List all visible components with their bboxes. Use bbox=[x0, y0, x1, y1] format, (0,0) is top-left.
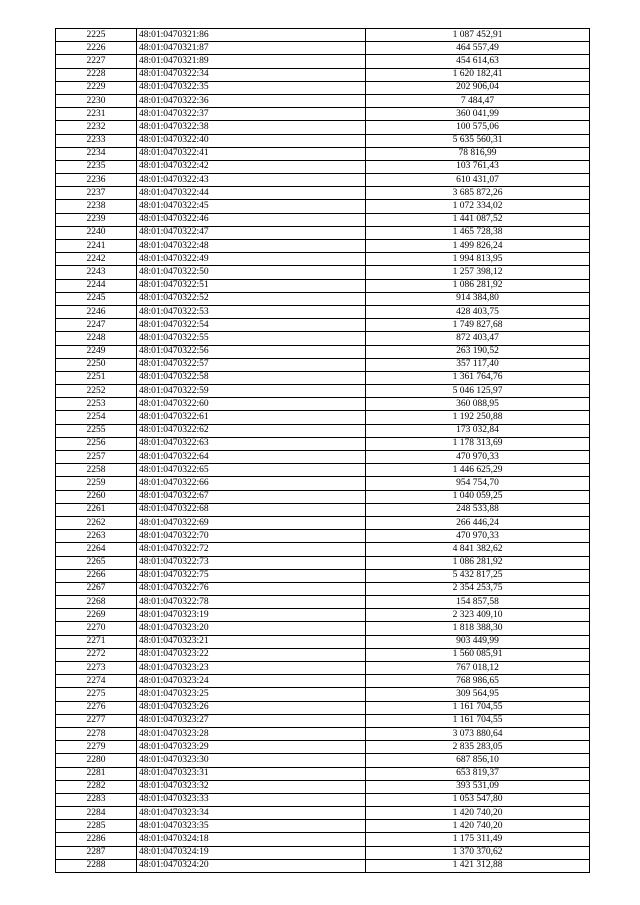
cadastral-number-cell: 48:01:0470322:36 bbox=[137, 94, 366, 107]
table-row bbox=[56, 622, 590, 635]
cadastral-number-cell: 48:01:0470322:53 bbox=[137, 305, 366, 318]
cadastral-value-cell: 1 749 827,68 bbox=[366, 319, 590, 332]
cadastral-number-cell: 48:01:0470323:29 bbox=[137, 741, 366, 754]
table-row bbox=[56, 200, 590, 213]
cadastral-number-cell: 48:01:0470322:44 bbox=[137, 187, 366, 200]
row-number-cell: 2255 bbox=[56, 424, 137, 437]
cadastral-number-cell: 48:01:0470322:78 bbox=[137, 596, 366, 609]
cadastral-number-cell: 48:01:0470322:34 bbox=[137, 68, 366, 81]
row-number-cell: 2250 bbox=[56, 358, 137, 371]
row-number-cell: 2247 bbox=[56, 319, 137, 332]
cadastral-number-cell: 48:01:0470323:31 bbox=[137, 767, 366, 780]
row-number-cell: 2287 bbox=[56, 846, 137, 859]
row-number-cell: 2243 bbox=[56, 266, 137, 279]
row-number-cell: 2251 bbox=[56, 371, 137, 384]
cadastral-value-cell: 360 088,95 bbox=[366, 398, 590, 411]
cadastral-number-cell: 48:01:0470324:19 bbox=[137, 846, 366, 859]
row-number-cell: 2274 bbox=[56, 675, 137, 688]
row-number-cell: 2245 bbox=[56, 292, 137, 305]
cadastral-value-cell: 1 361 764,76 bbox=[366, 371, 590, 384]
cadastral-number-cell: 48:01:0470322:46 bbox=[137, 213, 366, 226]
cadastral-value-cell: 5 046 125,97 bbox=[366, 385, 590, 398]
cadastral-value-cell: 1 178 313,69 bbox=[366, 437, 590, 450]
row-number-cell: 2226 bbox=[56, 42, 137, 55]
table-row bbox=[56, 464, 590, 477]
cadastral-number-cell: 48:01:0470322:42 bbox=[137, 160, 366, 173]
table-row bbox=[56, 635, 590, 648]
row-number-cell: 2281 bbox=[56, 767, 137, 780]
table-row bbox=[56, 411, 590, 424]
cadastral-value-cell: 3 073 880,64 bbox=[366, 727, 590, 740]
table-row bbox=[56, 503, 590, 516]
row-number-cell: 2283 bbox=[56, 793, 137, 806]
row-number-cell: 2234 bbox=[56, 147, 137, 160]
cadastral-value-cell: 1 421 312,88 bbox=[366, 859, 590, 872]
table-row bbox=[56, 516, 590, 529]
cadastral-number-cell: 48:01:0470322:45 bbox=[137, 200, 366, 213]
table-row bbox=[56, 187, 590, 200]
table-row bbox=[56, 793, 590, 806]
row-number-cell: 2273 bbox=[56, 662, 137, 675]
table-row bbox=[56, 451, 590, 464]
cadastral-value-cell: 464 557,49 bbox=[366, 42, 590, 55]
cadastral-value-cell: 2 835 283,05 bbox=[366, 741, 590, 754]
cadastral-value-cell: 1 560 085,91 bbox=[366, 648, 590, 661]
cadastral-value-cell: 248 533,88 bbox=[366, 503, 590, 516]
cadastral-value-cell: 610 431,07 bbox=[366, 174, 590, 187]
table-row bbox=[56, 292, 590, 305]
cadastral-number-cell: 48:01:0470323:20 bbox=[137, 622, 366, 635]
cadastral-value-cell: 1 161 704,55 bbox=[366, 701, 590, 714]
table-row bbox=[56, 859, 590, 872]
row-number-cell: 2272 bbox=[56, 648, 137, 661]
cadastral-number-cell: 48:01:0470323:23 bbox=[137, 662, 366, 675]
table-row bbox=[56, 68, 590, 81]
cadastral-value-cell: 202 906,04 bbox=[366, 81, 590, 94]
row-number-cell: 2241 bbox=[56, 240, 137, 253]
row-number-cell: 2229 bbox=[56, 81, 137, 94]
cadastral-number-cell: 48:01:0470322:50 bbox=[137, 266, 366, 279]
row-number-cell: 2230 bbox=[56, 94, 137, 107]
table-row bbox=[56, 820, 590, 833]
row-number-cell: 2239 bbox=[56, 213, 137, 226]
row-number-cell: 2249 bbox=[56, 345, 137, 358]
cadastral-value-cell: 767 018,12 bbox=[366, 662, 590, 675]
table-row bbox=[56, 226, 590, 239]
table-row bbox=[56, 160, 590, 173]
cadastral-value-cell: 454 614,63 bbox=[366, 55, 590, 68]
cadastral-number-cell: 48:01:0470322:62 bbox=[137, 424, 366, 437]
cadastral-number-cell: 48:01:0470322:49 bbox=[137, 253, 366, 266]
cadastral-value-cell: 914 384,80 bbox=[366, 292, 590, 305]
cadastral-value-cell: 1 086 281,92 bbox=[366, 556, 590, 569]
cadastral-number-cell: 48:01:0470321:87 bbox=[137, 42, 366, 55]
table-row bbox=[56, 81, 590, 94]
cadastral-value-cell: 470 970,33 bbox=[366, 530, 590, 543]
row-number-cell: 2242 bbox=[56, 253, 137, 266]
row-number-cell: 2270 bbox=[56, 622, 137, 635]
row-number-cell: 2278 bbox=[56, 727, 137, 740]
cadastral-value-cell: 1 620 182,41 bbox=[366, 68, 590, 81]
cadastral-number-cell: 48:01:0470322:38 bbox=[137, 121, 366, 134]
row-number-cell: 2252 bbox=[56, 385, 137, 398]
table-row bbox=[56, 714, 590, 727]
row-number-cell: 2254 bbox=[56, 411, 137, 424]
row-number-cell: 2264 bbox=[56, 543, 137, 556]
cadastral-number-cell: 48:01:0470322:67 bbox=[137, 490, 366, 503]
row-number-cell: 2231 bbox=[56, 108, 137, 121]
cadastral-number-cell: 48:01:0470322:47 bbox=[137, 226, 366, 239]
table-row bbox=[56, 437, 590, 450]
cadastral-number-cell: 48:01:0470323:19 bbox=[137, 609, 366, 622]
row-number-cell: 2262 bbox=[56, 516, 137, 529]
table-row bbox=[56, 174, 590, 187]
row-number-cell: 2271 bbox=[56, 635, 137, 648]
table-row bbox=[56, 371, 590, 384]
cadastral-number-cell: 48:01:0470322:60 bbox=[137, 398, 366, 411]
cadastral-value-cell: 954 754,70 bbox=[366, 477, 590, 490]
cadastral-value-cell: 1 465 728,38 bbox=[366, 226, 590, 239]
table-row bbox=[56, 305, 590, 318]
table-row bbox=[56, 266, 590, 279]
cadastral-number-cell: 48:01:0470322:72 bbox=[137, 543, 366, 556]
cadastral-number-cell: 48:01:0470322:58 bbox=[137, 371, 366, 384]
cadastral-value-cell: 1 040 059,25 bbox=[366, 490, 590, 503]
row-number-cell: 2235 bbox=[56, 160, 137, 173]
cadastral-number-cell: 48:01:0470322:65 bbox=[137, 464, 366, 477]
row-number-cell: 2248 bbox=[56, 332, 137, 345]
cadastral-number-cell: 48:01:0470323:27 bbox=[137, 714, 366, 727]
row-number-cell: 2256 bbox=[56, 437, 137, 450]
row-number-cell: 2269 bbox=[56, 609, 137, 622]
cadastral-number-cell: 48:01:0470322:52 bbox=[137, 292, 366, 305]
row-number-cell: 2266 bbox=[56, 569, 137, 582]
cadastral-value-cell: 78 816,99 bbox=[366, 147, 590, 160]
row-number-cell: 2282 bbox=[56, 780, 137, 793]
cadastral-value-cell: 1 053 547,80 bbox=[366, 793, 590, 806]
cadastral-value-cell: 4 841 382,62 bbox=[366, 543, 590, 556]
row-number-cell: 2236 bbox=[56, 174, 137, 187]
row-number-cell: 2286 bbox=[56, 833, 137, 846]
cadastral-number-cell: 48:01:0470323:28 bbox=[137, 727, 366, 740]
table-row bbox=[56, 332, 590, 345]
cadastral-number-cell: 48:01:0470323:25 bbox=[137, 688, 366, 701]
row-number-cell: 2257 bbox=[56, 451, 137, 464]
cadastral-number-cell: 48:01:0470323:22 bbox=[137, 648, 366, 661]
cadastral-value-cell: 470 970,33 bbox=[366, 451, 590, 464]
cadastral-number-cell: 48:01:0470322:76 bbox=[137, 582, 366, 595]
cadastral-number-cell: 48:01:0470322:69 bbox=[137, 516, 366, 529]
row-number-cell: 2263 bbox=[56, 530, 137, 543]
table-row bbox=[56, 121, 590, 134]
row-number-cell: 2253 bbox=[56, 398, 137, 411]
cadastral-value-cell: 2 323 409,10 bbox=[366, 609, 590, 622]
row-number-cell: 2233 bbox=[56, 134, 137, 147]
cadastral-value-cell: 1 420 740,20 bbox=[366, 807, 590, 820]
cadastral-number-cell: 48:01:0470324:18 bbox=[137, 833, 366, 846]
cadastral-number-cell: 48:01:0470323:26 bbox=[137, 701, 366, 714]
row-number-cell: 2288 bbox=[56, 859, 137, 872]
row-number-cell: 2285 bbox=[56, 820, 137, 833]
table-row bbox=[56, 556, 590, 569]
row-number-cell: 2244 bbox=[56, 279, 137, 292]
table-row bbox=[56, 385, 590, 398]
cadastral-value-cell: 872 403,47 bbox=[366, 332, 590, 345]
cadastral-number-cell: 48:01:0470322:61 bbox=[137, 411, 366, 424]
cadastral-number-cell: 48:01:0470322:54 bbox=[137, 319, 366, 332]
table-row bbox=[56, 543, 590, 556]
cadastral-number-cell: 48:01:0470322:56 bbox=[137, 345, 366, 358]
cadastral-number-cell: 48:01:0470323:21 bbox=[137, 635, 366, 648]
table-row bbox=[56, 147, 590, 160]
row-number-cell: 2227 bbox=[56, 55, 137, 68]
row-number-cell: 2280 bbox=[56, 754, 137, 767]
row-number-cell: 2276 bbox=[56, 701, 137, 714]
table-row bbox=[56, 319, 590, 332]
table-row bbox=[56, 94, 590, 107]
cadastral-value-table bbox=[55, 28, 590, 873]
cadastral-number-cell: 48:01:0470322:40 bbox=[137, 134, 366, 147]
table-row bbox=[56, 55, 590, 68]
row-number-cell: 2261 bbox=[56, 503, 137, 516]
table-row bbox=[56, 754, 590, 767]
cadastral-value-cell: 100 575,06 bbox=[366, 121, 590, 134]
table-row bbox=[56, 767, 590, 780]
cadastral-value-cell: 1 994 813,95 bbox=[366, 253, 590, 266]
table-body bbox=[56, 29, 590, 873]
row-number-cell: 2225 bbox=[56, 29, 137, 42]
table-row bbox=[56, 609, 590, 622]
row-number-cell: 2275 bbox=[56, 688, 137, 701]
cadastral-number-cell: 48:01:0470323:35 bbox=[137, 820, 366, 833]
row-number-cell: 2267 bbox=[56, 582, 137, 595]
cadastral-value-cell: 2 354 253,75 bbox=[366, 582, 590, 595]
cadastral-value-cell: 5 635 560,31 bbox=[366, 134, 590, 147]
table-row bbox=[56, 688, 590, 701]
cadastral-number-cell: 48:01:0470322:35 bbox=[137, 81, 366, 94]
cadastral-value-cell: 1 072 334,02 bbox=[366, 200, 590, 213]
cadastral-value-cell: 103 761,43 bbox=[366, 160, 590, 173]
table-row bbox=[56, 530, 590, 543]
cadastral-number-cell: 48:01:0470322:51 bbox=[137, 279, 366, 292]
cadastral-number-cell: 48:01:0470322:68 bbox=[137, 503, 366, 516]
cadastral-number-cell: 48:01:0470323:24 bbox=[137, 675, 366, 688]
cadastral-value-cell: 1 087 452,91 bbox=[366, 29, 590, 42]
row-number-cell: 2240 bbox=[56, 226, 137, 239]
table-row bbox=[56, 490, 590, 503]
cadastral-value-cell: 768 986,65 bbox=[366, 675, 590, 688]
cadastral-value-cell: 1 370 370,62 bbox=[366, 846, 590, 859]
cadastral-value-cell: 1 175 311,49 bbox=[366, 833, 590, 846]
cadastral-value-cell: 173 032,84 bbox=[366, 424, 590, 437]
cadastral-value-cell: 393 531,09 bbox=[366, 780, 590, 793]
cadastral-value-cell: 154 857,58 bbox=[366, 596, 590, 609]
cadastral-value-cell: 1 441 087,52 bbox=[366, 213, 590, 226]
cadastral-number-cell: 48:01:0470322:41 bbox=[137, 147, 366, 160]
row-number-cell: 2232 bbox=[56, 121, 137, 134]
cadastral-value-cell: 1 161 704,55 bbox=[366, 714, 590, 727]
table-row bbox=[56, 846, 590, 859]
table-row bbox=[56, 253, 590, 266]
cadastral-number-cell: 48:01:0470323:32 bbox=[137, 780, 366, 793]
cadastral-number-cell: 48:01:0470322:59 bbox=[137, 385, 366, 398]
cadastral-value-cell: 357 117,40 bbox=[366, 358, 590, 371]
table-row bbox=[56, 675, 590, 688]
row-number-cell: 2279 bbox=[56, 741, 137, 754]
cadastral-number-cell: 48:01:0470323:30 bbox=[137, 754, 366, 767]
cadastral-number-cell: 48:01:0470322:55 bbox=[137, 332, 366, 345]
table-row bbox=[56, 662, 590, 675]
row-number-cell: 2268 bbox=[56, 596, 137, 609]
table-row bbox=[56, 358, 590, 371]
cadastral-number-cell: 48:01:0470322:66 bbox=[137, 477, 366, 490]
cadastral-value-cell: 428 403,75 bbox=[366, 305, 590, 318]
table-row bbox=[56, 727, 590, 740]
cadastral-value-cell: 1 818 388,30 bbox=[366, 622, 590, 635]
row-number-cell: 2228 bbox=[56, 68, 137, 81]
row-number-cell: 2258 bbox=[56, 464, 137, 477]
cadastral-value-cell: 687 856,10 bbox=[366, 754, 590, 767]
row-number-cell: 2277 bbox=[56, 714, 137, 727]
table-row bbox=[56, 582, 590, 595]
table-row bbox=[56, 648, 590, 661]
cadastral-number-cell: 48:01:0470322:43 bbox=[137, 174, 366, 187]
cadastral-value-cell: 5 432 817,25 bbox=[366, 569, 590, 582]
row-number-cell: 2237 bbox=[56, 187, 137, 200]
cadastral-number-cell: 48:01:0470321:89 bbox=[137, 55, 366, 68]
cadastral-value-cell: 263 190,52 bbox=[366, 345, 590, 358]
table-row bbox=[56, 134, 590, 147]
cadastral-number-cell: 48:01:0470322:73 bbox=[137, 556, 366, 569]
cadastral-value-cell: 653 819,37 bbox=[366, 767, 590, 780]
cadastral-value-cell: 3 685 872,26 bbox=[366, 187, 590, 200]
table-row bbox=[56, 345, 590, 358]
cadastral-value-cell: 1 257 398,12 bbox=[366, 266, 590, 279]
table-row bbox=[56, 398, 590, 411]
table-row bbox=[56, 807, 590, 820]
cadastral-number-cell: 48:01:0470322:75 bbox=[137, 569, 366, 582]
table-row bbox=[56, 833, 590, 846]
table-row bbox=[56, 213, 590, 226]
table-row bbox=[56, 424, 590, 437]
cadastral-number-cell: 48:01:0470322:37 bbox=[137, 108, 366, 121]
cadastral-number-cell: 48:01:0470323:34 bbox=[137, 807, 366, 820]
table-row bbox=[56, 42, 590, 55]
row-number-cell: 2238 bbox=[56, 200, 137, 213]
cadastral-number-cell: 48:01:0470322:63 bbox=[137, 437, 366, 450]
row-number-cell: 2265 bbox=[56, 556, 137, 569]
table-row bbox=[56, 477, 590, 490]
row-number-cell: 2259 bbox=[56, 477, 137, 490]
cadastral-number-cell: 48:01:0470324:20 bbox=[137, 859, 366, 872]
cadastral-number-cell: 48:01:0470322:70 bbox=[137, 530, 366, 543]
table-row bbox=[56, 29, 590, 42]
table-row bbox=[56, 240, 590, 253]
cadastral-value-cell: 1 086 281,92 bbox=[366, 279, 590, 292]
cadastral-value-cell: 1 499 826,24 bbox=[366, 240, 590, 253]
cadastral-value-cell: 360 041,99 bbox=[366, 108, 590, 121]
cadastral-value-cell: 1 192 250,88 bbox=[366, 411, 590, 424]
cadastral-value-cell: 1 446 625,29 bbox=[366, 464, 590, 477]
table-row bbox=[56, 596, 590, 609]
cadastral-number-cell: 48:01:0470322:57 bbox=[137, 358, 366, 371]
table-row bbox=[56, 569, 590, 582]
cadastral-value-cell: 1 420 740,20 bbox=[366, 820, 590, 833]
table-row bbox=[56, 780, 590, 793]
cadastral-value-cell: 309 564,95 bbox=[366, 688, 590, 701]
table-row bbox=[56, 279, 590, 292]
table-row bbox=[56, 108, 590, 121]
cadastral-value-cell: 7 484,47 bbox=[366, 94, 590, 107]
row-number-cell: 2260 bbox=[56, 490, 137, 503]
row-number-cell: 2284 bbox=[56, 807, 137, 820]
cadastral-number-cell: 48:01:0470323:33 bbox=[137, 793, 366, 806]
cadastral-number-cell: 48:01:0470321:86 bbox=[137, 29, 366, 42]
cadastral-number-cell: 48:01:0470322:48 bbox=[137, 240, 366, 253]
cadastral-number-cell: 48:01:0470322:64 bbox=[137, 451, 366, 464]
table-row bbox=[56, 701, 590, 714]
table-row bbox=[56, 741, 590, 754]
row-number-cell: 2246 bbox=[56, 305, 137, 318]
cadastral-value-cell: 266 446,24 bbox=[366, 516, 590, 529]
cadastral-value-cell: 903 449,99 bbox=[366, 635, 590, 648]
